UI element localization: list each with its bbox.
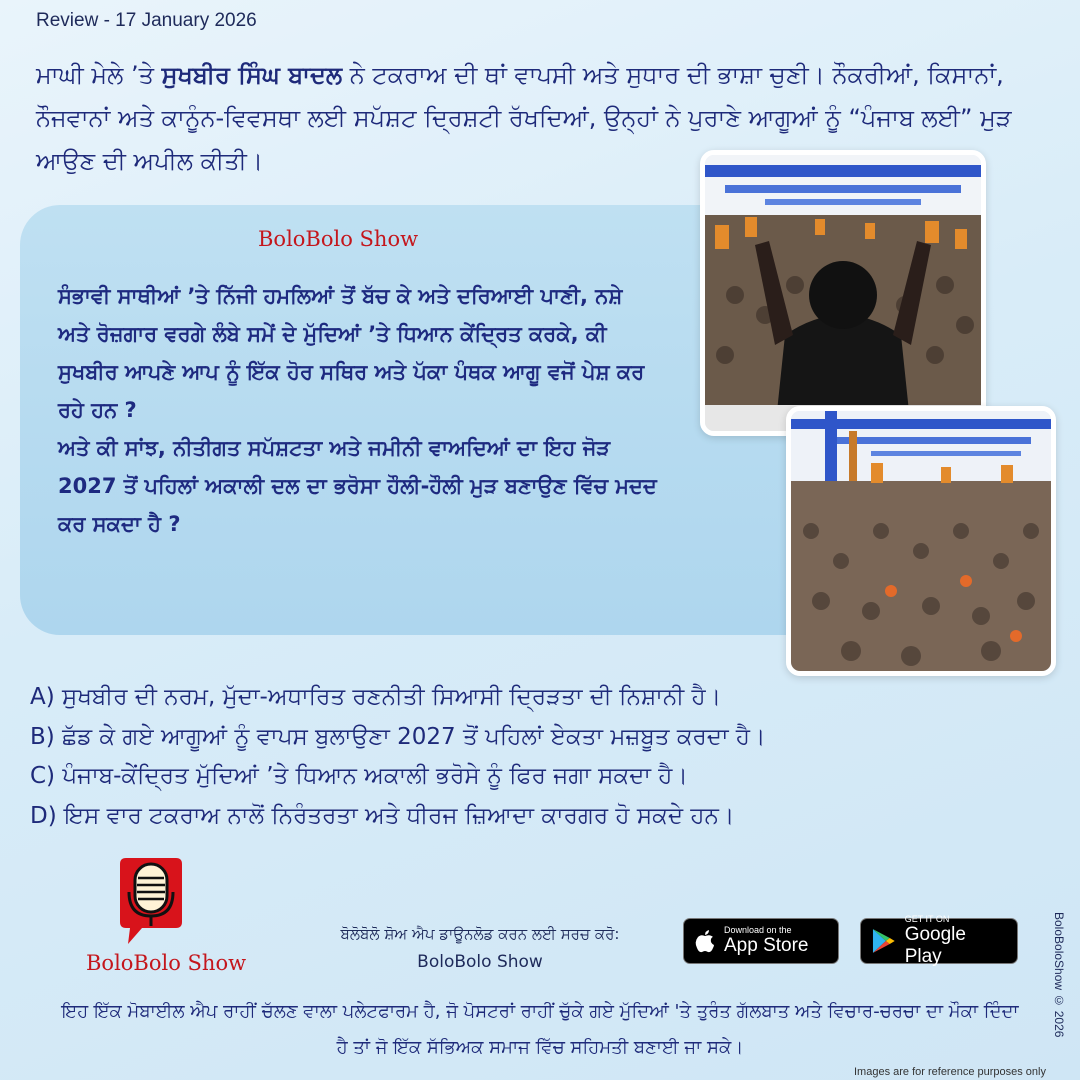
google-play-button[interactable]	[860, 914, 1018, 967]
platform-description: ਇਹ ਇੱਕ ਮੋਬਾਈਲ ਐਪ ਰਾਹੀਂ ਚੱਲਣ ਵਾਲਾ ਪਲੇਟਫਾਰਮ ਹੈ, ਜੋ ਪੋਸਟਰਾਂ ਰਾਹੀਂ ਚੁੱਕੇ ਗਏ ਮੁੱਦਿਆਂ 'ਤੇ ਤੁਰੰਤ ਗੱਲਬਾਤ ਅਤੇ ਵਿਚਾਰ-ਚਰਚਾ ਦਾ ਮੌਕਾ ਦਿੰਦਾ ਹੈ ਤਾਂ ਜੋ ਇੱਕ ਸੱਭਿਅਕ ਸਮਾਜ ਵਿੱਚ ਸਹਿਮਤੀ ਬਣਾਈ ਜਾ ਸਕੇ।	[61, 1001, 1019, 1058]
question-part-1: ਸੰਭਾਵੀ ਸਾਥੀਆਂ ’ਤੇ ਨਿੱਜੀ ਹਮਲਿਆਂ ਤੋਂ ਬੱਚ ਕੇ ਅਤੇ ਦਰਿਆਈ ਪਾਣੀ, ਨਸ਼ੇ ਅਤੇ ਰੋਜ਼ਗਾਰ ਵਰਗੇ ਲੰਬੇ ਸਮੇਂ ਦੇ ਮੁੱਦਿਆਂ ’ਤੇ ਧਿਆਨ ਕੇਂਦ੍ਰਿਤ ਕਰਕੇ, ਕੀ ਸੁਖਬੀਰ ਆਪਣੇ ਆਪ ਨੂੰ ਇੱਕ ਹੋਰ ਸਥਿਰ ਅਤੇ ਪੱਕਾ ਪੰਥਕ ਆਗੂ ਵਜੋਂ ਪੇਸ਼ ਕਰ ਰਹੇ ਹਨ ?	[58, 284, 645, 422]
google-play-icon	[871, 927, 897, 955]
search-prompt-text: ਬੋਲੋਬੋਲੋ ਸ਼ੋਅ ਐਪ ਡਾਊਨਲੋਡ ਕਰਨ ਲਈ ਸਰਚ ਕਰੋ:	[340, 925, 620, 943]
option-c[interactable]: C) ਪੰਜਾਬ-ਕੇਂਦ੍ਰਿਤ ਮੁੱਦਿਆਂ ’ਤੇ ਧਿਆਨ ਅਕਾਲੀ ਭਰੋਸੇ ਨੂੰ ਫਿਰ ਜਗਾ ਸਕਦਾ ਹੈ।	[30, 763, 688, 789]
intro-before: ਮਾਘੀ ਮੇਲੇ ’ਤੇ	[36, 61, 162, 89]
option-b[interactable]: B) ਛੱਡ ਕੇ ਗਏ ਆਗੂਆਂ ਨੂੰ ਵਾਪਸ ਬੁਲਾਉਣਾ 2027 ਤੋਂ ਪਹਿਲਾਂ ਏਕਤਾ ਮਜ਼ਬੂਤ ਕਰਦਾ ਹੈ।	[30, 723, 766, 750]
intro-after: ਨੇ ਟਕਰਾਅ ਦੀ ਥਾਂ ਵਾਪਸੀ ਅਤੇ ਸੁਧਾਰ ਦੀ ਭਾਸ਼ਾ ਚੁਣੀ। ਨੌਕਰੀਆਂ, ਕਿਸਾਨਾਂ, ਨੌਜਵਾਨਾਂ ਅਤੇ ਕਾਨੂੰਨ-ਵਿਵਸਥਾ ਲਈ ਸਪੱਸ਼ਟ ਦ੍ਰਿਸ਼ਟੀ ਰੱਖਦਿਆਂ, ਉਨ੍ਹਾਂ ਨੇ ਪੁਰਾਣੇ ਆਗੂਆਂ ਨੂੰ “ਪੰਜਾਬ ਲਈ” ਮੁੜ ਆਉਣ ਦੀ ਅਪੀਲ ਕੀਤੀ।	[36, 61, 1012, 175]
copyright-text: BoloBoloShow © 2026	[1052, 912, 1066, 1038]
app-store-small-text: Download on the	[724, 925, 792, 935]
rally-crowd-illustration	[791, 411, 1051, 671]
rally-speaker-illustration	[705, 155, 981, 431]
rally-crowd-photo	[786, 406, 1056, 676]
question-text	[58, 277, 658, 543]
question-part-2: ਅਤੇ ਕੀ ਸਾਂਝ, ਨੀਤੀਗਤ ਸਪੱਸ਼ਟਤਾ ਅਤੇ ਜਮੀਨੀ ਵਾਅਦਿਆਂ ਦਾ ਇਹ ਜੋੜ 2027 ਤੋਂ ਪਹਿਲਾਂ ਅਕਾਲੀ ਦਲ ਦਾ ਭਰੋਸਾ ਹੌਲੀ-ਹੌਲੀ ਮੁੜ ਬਣਾਉਣ ਵਿੱਚ ਮਦਦ ਕਰ ਸਕਦਾ ਹੈ ?	[58, 436, 657, 536]
app-search-prompt	[300, 920, 660, 976]
microphone-icon	[86, 852, 246, 952]
google-play-big-text: Google Play	[904, 924, 966, 967]
review-date: Review - 17 January 2026	[36, 10, 257, 31]
apple-icon	[694, 928, 716, 954]
app-store-button[interactable]	[683, 918, 839, 964]
app-name: BoloBolo Show	[417, 952, 543, 972]
answer-options	[30, 678, 766, 836]
google-play-small-text: GET IT ON	[904, 914, 950, 924]
option-d[interactable]: D) ਇਸ ਵਾਰ ਟਕਰਾਅ ਨਾਲੋਂ ਨਿਰੰਤਰਤਾ ਅਤੇ ਧੀਰਜ ਜ਼ਿਆਦਾ ਕਾਰਗਰ ਹੋ ਸਕਦੇ ਹਨ।	[30, 802, 735, 829]
image-disclaimer: Images are for reference purposes only	[854, 1066, 1046, 1078]
intro-highlight-name: ਸੁਖਬੀਰ ਸਿੰਘ ਬਾਦਲ	[161, 61, 343, 89]
brand-name: BoloBolo Show	[86, 951, 247, 975]
option-a[interactable]: A) ਸੁਖਬੀਰ ਦੀ ਨਰਮ, ਮੁੱਦਾ-ਅਧਾਰਿਤ ਰਣਨੀਤੀ ਸਿਆਸੀ ਦ੍ਰਿੜਤਾ ਦੀ ਨਿਸ਼ਾਨੀ ਹੈ।	[30, 684, 722, 710]
app-store-big-text: App Store	[724, 935, 809, 956]
card-logo-text: BoloBolo Show	[258, 227, 419, 251]
rally-speaker-photo	[700, 150, 986, 436]
